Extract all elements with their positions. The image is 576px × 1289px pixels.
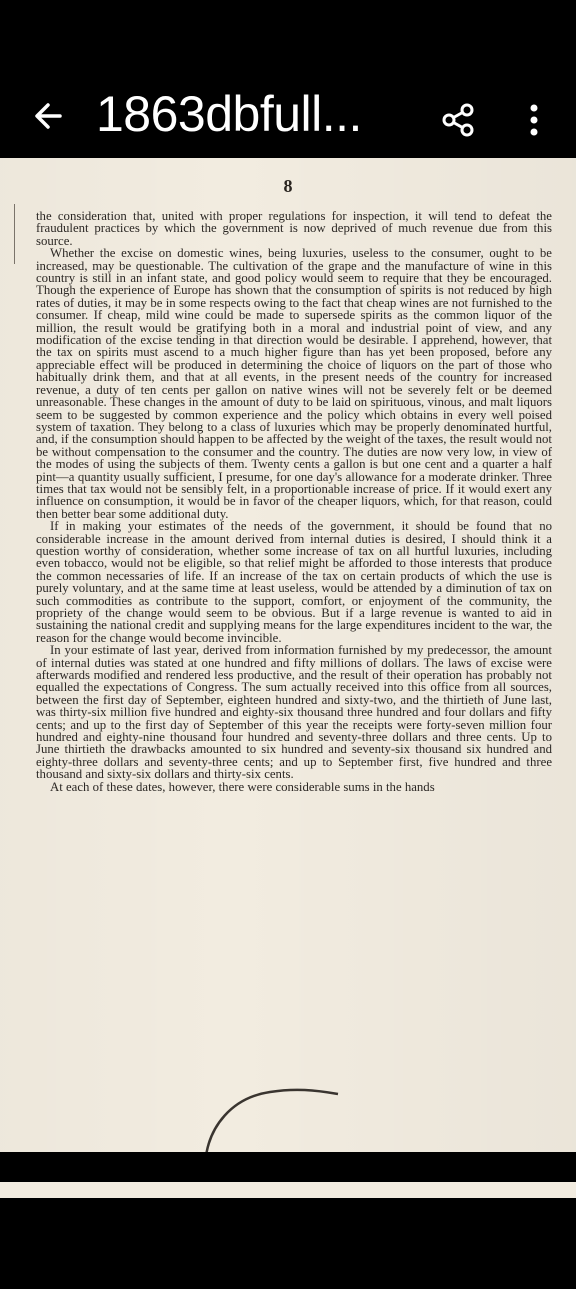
page-number: 8: [283, 176, 293, 196]
paragraph: the consideration that, united with proper regulations for inspection, it will tend to defeat the fraudulent practices by which the government is now deprived of much revenue due from this source.: [36, 209, 552, 248]
back-arrow-icon[interactable]: [30, 96, 66, 136]
bottom-area: [0, 1198, 576, 1289]
more-vert-icon[interactable]: [522, 100, 546, 140]
pen-stroke-mark: [200, 1078, 340, 1152]
paragraph: In your estimate of last year, derived from information furnished by my predecessor, the amount of internal duties was stated at one hundred and fifty millions of dollars. The laws of excise were afterwards modified and rendered less productive, and the result of their operation has probably not equalled the expectations of Congress. The sum actually received into this office from all sources, between the first day of September, eighteen hundred and sixty-two, and the thirtieth of June last, was thirty-six million five hundred and eighty-six thousand three hundred and four dollars and fifty cents; and up to the first day of September of this year the receipts were forty-seven million four hundred and eighty-nine thousand four hundred and seventy-three dollars and three cents. Up to June thirtieth the drawbacks amounted to six hundred and seventy-six thousand six hundred and eighty-three dollars and seventy-three cents; and up to September first, five hundred and three thousand and sixty-six dollars and thirty-six cents.: [36, 643, 552, 782]
paragraph: Whether the excise on domestic wines, being luxuries, useless to the consumer, ought to be increased, may be questionable. The cultivation of the grape and the manufacture of wine in this country is still in an infant state, and good policy would seem to require that they be encouraged. Though the experience of Europe has shown that the consumption of spirits is not reduced by high rates of duties, it may be in some respects owing to the fact that cheap wines are not furnished to the consumer. If cheap, mild wine could be made to supersede spirits as the common liquor of the million, the result would be gratifying both in a moral and industrial point of view, and any modification of the excise tending in that direction would be desirable. I apprehend, however, that the tax on spirits must ascend to a much higher figure than has yet been proposed, before any appreciable effect will be produced in determining the choice of liquors on the part of those who habitually drink them, and that at all events, in the present needs of the country for increased revenue, a duty of ten cents per gallon on native wines will not be severely felt or be deemed unreasonable. These changes in the amount of duty to be laid on spirituous, vinous, and malt liquors seem to be suggested by common experience and the policy which obtains in every well poised system of taxation. They belong to a class of luxuries which may be properly denominated hurtful, and, if the consumption should happen to be affected by the weight of the taxes, the result would not be without compensation to the consumer and the country. The duties are now very low, in view of the modes of using the subjects of them. Twenty cents a gallon is but one cent and a quarter a half pint—a quantity usually sufficient, I presume, for one day's allowance for a moderate drinker. Three times that tax would not be sensibly felt, in a proportionable increase of price. If it would exert any influence on consumption, it would be in favor of the cheaper liquors, which, for that reason, could then better bear some additional duty.: [36, 246, 552, 521]
paragraph: At each of these dates, however, there were considerable sums in the hands: [50, 779, 435, 794]
document-page[interactable]: [0, 158, 576, 1152]
share-icon[interactable]: [440, 100, 476, 140]
page-gap: [0, 1152, 576, 1182]
next-page-edge: [0, 1182, 576, 1198]
margin-mark: [14, 204, 15, 264]
page-text: [36, 210, 552, 793]
paragraph: If in making your estimates of the needs of the government, it should be found that no considerable increase in the amount derived from internal duties is desired, I should think it a question worthy of consideration, whether some increase of tax on all hurtful luxuries, including even tobacco, would not be eligible, so that relief might be afforded to those interests that produce the common necessaries of life. If an increase of the tax on certain products of which the use is purely voluntary, and at the same time at least useless, would be attended by a diminution of tax on such commodities as contribute to the support, comfort, or enjoyment of the community, the propriety of the change would seem to be obvious. But if a large revenue is wanted to aid in sustaining the national credit and supplying means for the large expenditures incident to the war, the reason for the change would become invincible.: [36, 519, 552, 645]
app-bar: [0, 0, 576, 158]
document-title: 1863dbfull...: [96, 86, 362, 142]
